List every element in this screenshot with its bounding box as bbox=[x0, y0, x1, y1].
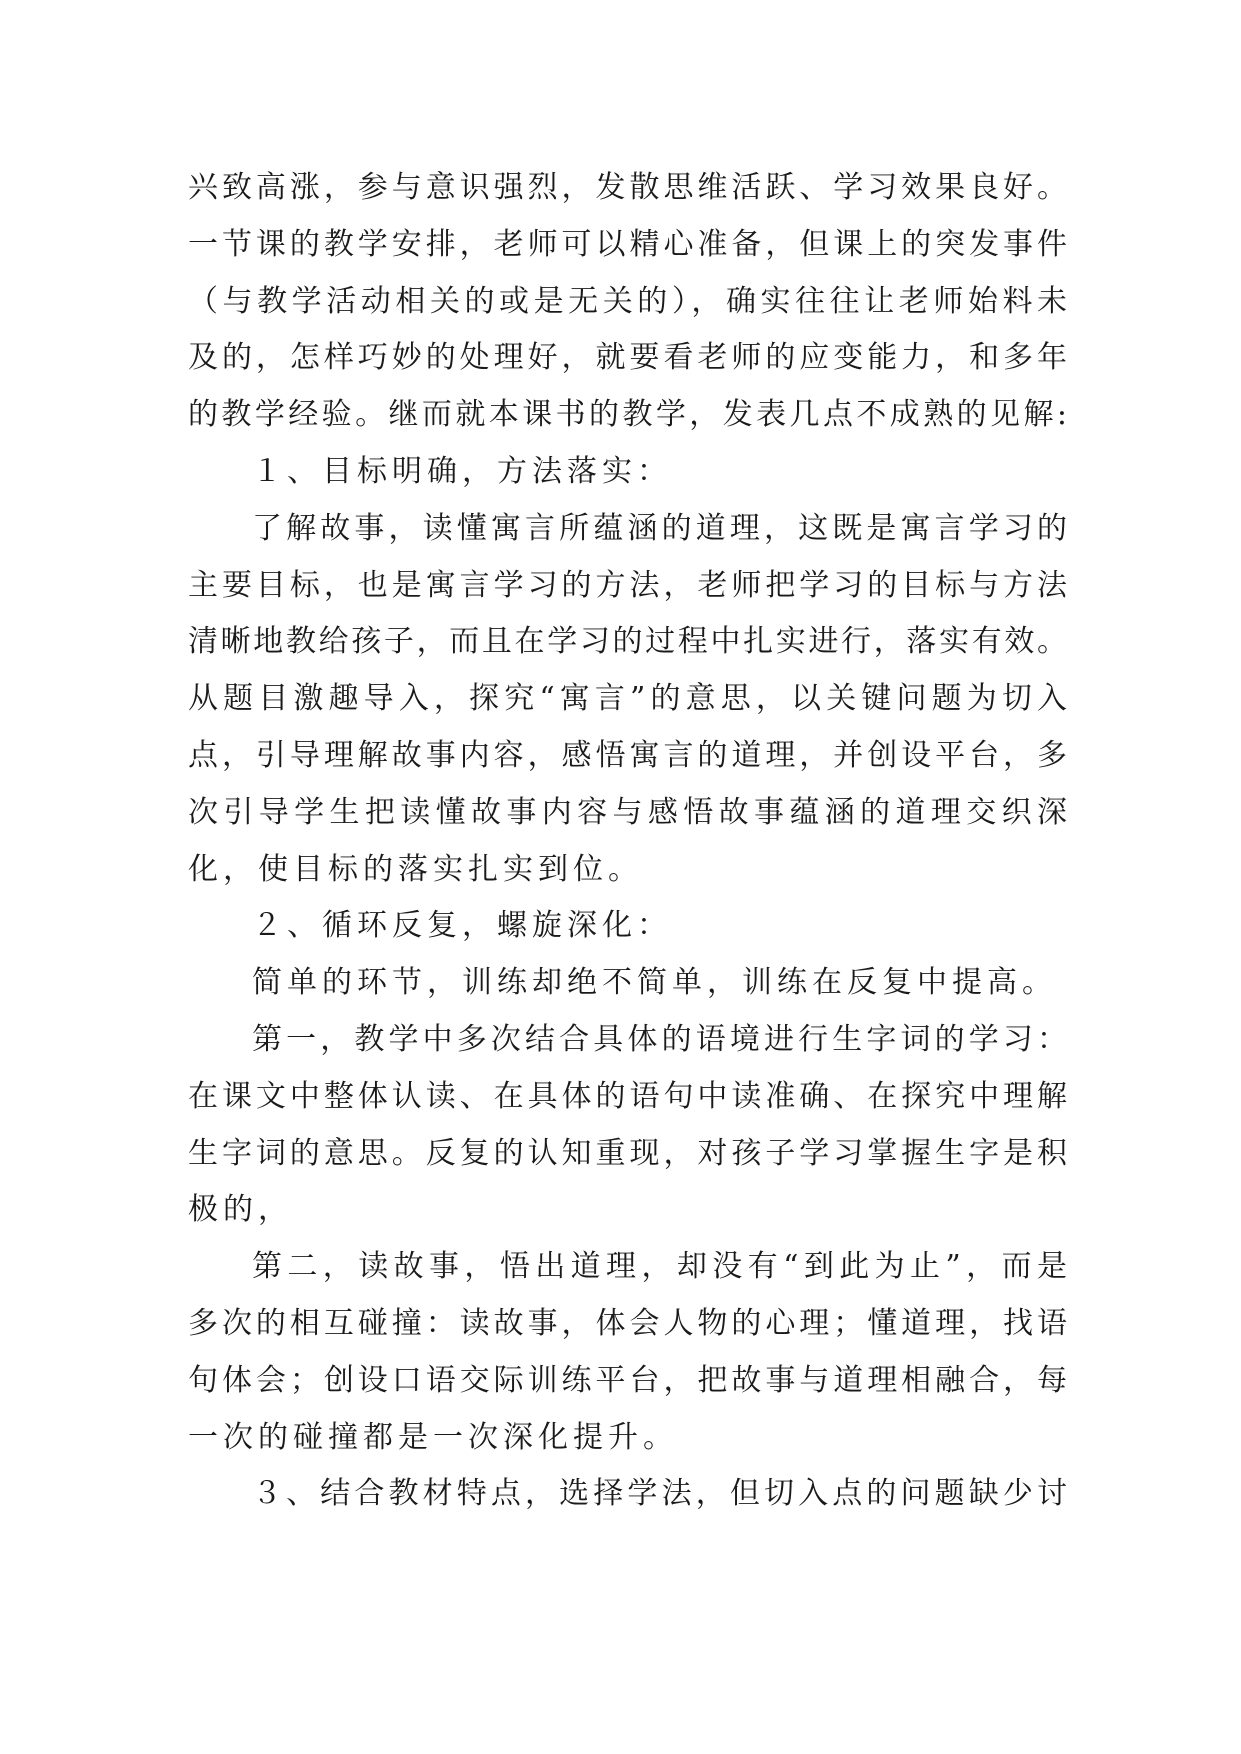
text-line: （与教学活动相关的或是无关的），确实往往让老师始料未 bbox=[188, 283, 1068, 319]
section-heading-2: ２、循环反复，螺旋深化： bbox=[252, 908, 672, 944]
text-line: 从题目激趣导入，探究“寓言”的意思，以关键问题为切入 bbox=[188, 681, 1068, 717]
text-line: 兴致高涨，参与意识强烈，发散思维活跃、学习效果良好。 bbox=[188, 170, 1068, 205]
section-heading-1: １、目标明确，方法落实： bbox=[252, 453, 672, 489]
body-text bbox=[188, 160, 1068, 1523]
text-line: 在课文中整体认读、在具体的语句中读准确、在探究中理解 bbox=[188, 1078, 1068, 1114]
paragraph-first-line: 第一，教学中多次结合具体的语境进行生字词的学习： bbox=[252, 1021, 1068, 1057]
paragraph-single-line: 简单的环节，训练却绝不简单，训练在反复中提高。 bbox=[252, 965, 1057, 1001]
paragraph-first-line: 了解故事，读懂寓言所蕴涵的道理，这既是寓言学习的 bbox=[252, 510, 1068, 546]
text-line: 的教学经验。继而就本课书的教学，发表几点不成熟的见解: bbox=[188, 397, 1068, 433]
text-line: 多次的相互碰撞：读故事，体会人物的心理；懂道理，找语 bbox=[188, 1305, 1068, 1341]
paragraph-last-line: 一次的碰撞都是一次深化提升。 bbox=[188, 1419, 678, 1455]
section-heading-3: ３、结合教材特点，选择学法，但切入点的问题缺少讨 bbox=[252, 1476, 1068, 1512]
text-line: 生字词的意思。反复的认知重现，对孩子学习掌握生字是积 bbox=[188, 1135, 1068, 1171]
paragraph-last-line: 化，使目标的落实扎实到位。 bbox=[188, 851, 643, 887]
text-line: 及的，怎样巧妙的处理好，就要看老师的应变能力，和多年 bbox=[188, 340, 1068, 376]
text-line: 一节课的教学安排，老师可以精心准备，但课上的突发事件 bbox=[188, 226, 1068, 262]
paragraph-last-line: 极的， bbox=[188, 1192, 293, 1228]
text-line: 主要目标，也是寓言学习的方法，老师把学习的目标与方法 bbox=[188, 567, 1068, 603]
paragraph-first-line: 第二，读故事，悟出道理，却没有“到此为止”，而是 bbox=[252, 1249, 1068, 1285]
text-line: 清晰地教给孩子，而且在学习的过程中扎实进行，落实有效。 bbox=[188, 624, 1068, 660]
text-line: 点，引导理解故事内容，感悟寓言的道理，并创设平台，多 bbox=[188, 737, 1068, 773]
text-line: 句体会；创设口语交际训练平台，把故事与道理相融合，每 bbox=[188, 1362, 1068, 1398]
text-line: 次引导学生把读懂故事内容与感悟故事蕴涵的道理交织深 bbox=[188, 794, 1068, 830]
